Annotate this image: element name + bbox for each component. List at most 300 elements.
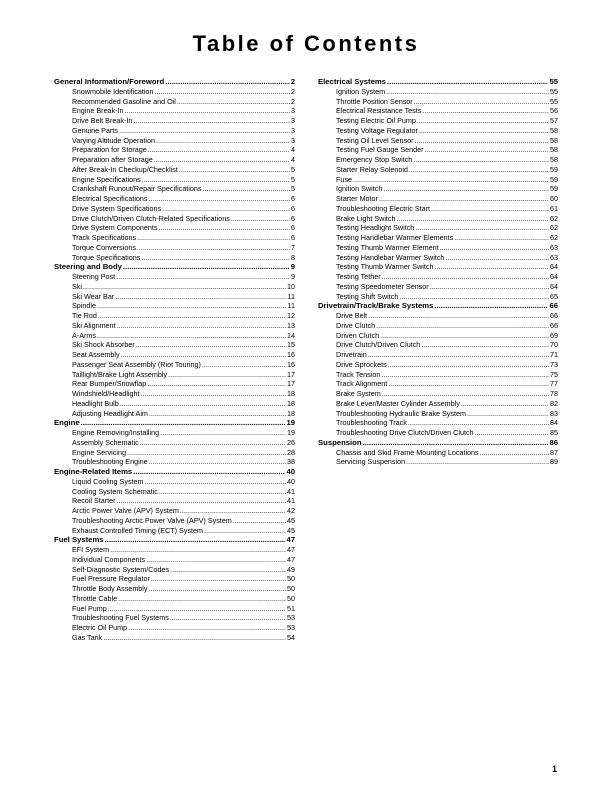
toc-entry-title: Adjusting Headlight Aim xyxy=(72,408,148,418)
toc-entry-page: 16 xyxy=(287,359,295,369)
toc-entry[interactable] xyxy=(318,428,558,438)
toc-entry[interactable] xyxy=(54,428,295,438)
toc-entry[interactable] xyxy=(318,360,558,370)
toc-entry[interactable] xyxy=(54,116,295,126)
toc-entry[interactable] xyxy=(318,223,558,233)
toc-entry[interactable] xyxy=(54,106,295,116)
toc-entry[interactable] xyxy=(54,613,295,623)
toc-entry-title: Testing Handlebar Warmer Elements xyxy=(336,233,454,242)
toc-entry-page: 12 xyxy=(287,311,295,320)
toc-section-entry[interactable] xyxy=(54,467,295,477)
toc-entry[interactable] xyxy=(54,594,295,604)
toc-entry[interactable] xyxy=(318,311,558,321)
toc-entry[interactable] xyxy=(318,87,558,97)
toc-dot-leader xyxy=(467,409,549,419)
toc-dot-leader xyxy=(381,370,549,380)
toc-entry-page: 63 xyxy=(550,252,558,262)
toc-dot-leader xyxy=(413,155,549,165)
toc-entry-page: 70 xyxy=(550,340,558,350)
toc-entry[interactable] xyxy=(54,555,295,565)
toc-entry[interactable] xyxy=(54,87,295,97)
toc-entry[interactable] xyxy=(318,321,558,331)
toc-entry[interactable] xyxy=(54,350,295,360)
toc-entry-page: 9 xyxy=(290,262,295,272)
toc-entry-page: 5 xyxy=(291,174,295,184)
toc-entry-page: 59 xyxy=(550,184,558,194)
toc-dot-leader xyxy=(382,272,549,282)
toc-entry-page: 6 xyxy=(291,203,295,213)
toc-entry-title: Troubleshooting Track xyxy=(336,418,407,428)
toc-entry-title: Ignition System xyxy=(336,86,386,96)
toc-entry[interactable] xyxy=(54,604,295,614)
toc-dot-leader xyxy=(97,331,286,341)
toc-entry[interactable] xyxy=(54,496,295,506)
toc-entry-page: 4 xyxy=(291,145,295,155)
page-number: 1 xyxy=(551,764,557,774)
toc-dot-leader xyxy=(168,370,286,380)
toc-entry[interactable] xyxy=(54,565,295,575)
toc-entry-page: 17 xyxy=(287,379,295,389)
toc-entry[interactable] xyxy=(318,126,558,136)
toc-entry-page: 17 xyxy=(287,369,295,379)
toc-entry-title: Throttle Body Assembly xyxy=(72,584,148,593)
toc-entry-page: 86 xyxy=(549,437,558,447)
toc-entry-title: Drive Clutch/Driven Clutch xyxy=(336,340,421,350)
toc-entry-page: 40 xyxy=(287,476,295,486)
toc-section-entry[interactable] xyxy=(318,301,558,311)
toc-entry-page: 19 xyxy=(287,428,295,437)
toc-entry-title: Suspension xyxy=(318,437,362,447)
toc-entry[interactable] xyxy=(54,233,295,243)
toc-entry-title: Snowmobile Identification xyxy=(72,86,154,96)
toc-dot-leader xyxy=(103,633,286,643)
toc-entry-page: 11 xyxy=(287,301,295,311)
toc-entry[interactable] xyxy=(54,136,295,146)
toc-entry[interactable] xyxy=(54,526,295,536)
toc-entry-page: 19 xyxy=(286,418,295,428)
toc-entry-page: 62 xyxy=(550,223,558,233)
toc-dot-leader xyxy=(105,535,286,545)
toc-entry[interactable] xyxy=(54,438,295,448)
toc-entry-title: Exhaust Controlled Timing (ECT) System xyxy=(72,525,204,535)
toc-dot-leader xyxy=(233,516,286,526)
toc-dot-leader xyxy=(121,350,286,360)
toc-entry[interactable] xyxy=(318,350,558,360)
toc-dot-leader xyxy=(81,418,286,428)
toc-entry[interactable] xyxy=(54,506,295,516)
toc-dot-leader xyxy=(202,184,290,194)
toc-entry-title: Track Tension xyxy=(336,369,381,379)
toc-dot-leader xyxy=(475,428,549,438)
toc-entry-page: 75 xyxy=(550,369,558,379)
toc-dot-leader xyxy=(141,389,286,399)
toc-entry-title: Troubleshooting Arctic Power Valve (APV) System xyxy=(72,515,232,525)
toc-entry-page: 47 xyxy=(286,535,295,545)
toc-entry-page: 40 xyxy=(286,467,295,476)
toc-entry-title: Engine Break-In xyxy=(72,106,124,116)
toc-section-entry[interactable] xyxy=(54,535,295,545)
toc-entry[interactable] xyxy=(54,360,295,370)
toc-dot-leader xyxy=(353,175,549,185)
toc-dot-leader xyxy=(204,526,286,536)
toc-dot-leader xyxy=(149,457,286,467)
toc-entry-page: 54 xyxy=(287,632,295,642)
toc-entry[interactable] xyxy=(54,223,295,233)
toc-entry-page: 4 xyxy=(291,155,295,164)
toc-entry[interactable] xyxy=(54,340,295,350)
toc-dot-leader xyxy=(368,311,549,321)
toc-entry-page: 59 xyxy=(550,174,558,184)
toc-dot-leader xyxy=(133,116,290,126)
toc-entry[interactable] xyxy=(318,370,558,380)
toc-dot-leader xyxy=(231,214,290,224)
toc-dot-leader xyxy=(149,194,290,204)
toc-entry-page: 64 xyxy=(550,281,558,291)
toc-entry[interactable] xyxy=(318,409,558,419)
toc-entry-title: Ski Shock Absorber xyxy=(72,340,135,350)
toc-entry-page: 42 xyxy=(287,506,295,515)
toc-dot-leader xyxy=(180,506,286,516)
toc-entry-page: 84 xyxy=(550,418,558,428)
toc-entry[interactable] xyxy=(54,165,295,175)
toc-entry-title: Track Specifications xyxy=(72,233,137,242)
toc-entry-page: 38 xyxy=(287,457,295,467)
toc-entry-page: 66 xyxy=(550,311,558,320)
toc-dot-leader xyxy=(117,496,286,506)
toc-entry[interactable] xyxy=(54,516,295,526)
toc-entry-page: 6 xyxy=(291,213,295,223)
toc-entry-page: 64 xyxy=(550,262,558,272)
toc-entry-title: Arctic Power Valve (APV) System xyxy=(72,506,179,515)
toc-entry[interactable] xyxy=(318,233,558,243)
toc-entry[interactable] xyxy=(318,448,558,458)
toc-entry-page: 51 xyxy=(287,603,295,613)
toc-entry-title: Electrical Systems xyxy=(318,77,386,86)
toc-entry[interactable] xyxy=(54,370,295,380)
toc-entry[interactable] xyxy=(318,272,558,282)
toc-section-entry[interactable] xyxy=(318,438,558,448)
toc-entry-page: 55 xyxy=(549,77,558,86)
toc-section-entry[interactable] xyxy=(54,262,295,272)
toc-entry-title: Drive Belt xyxy=(336,311,368,320)
toc-entry-page: 13 xyxy=(287,320,295,330)
toc-dot-leader xyxy=(177,97,290,107)
toc-entry[interactable] xyxy=(318,292,558,302)
toc-entry[interactable] xyxy=(54,321,295,331)
toc-section-entry[interactable] xyxy=(54,418,295,428)
toc-entry-title: Testing Shift Switch xyxy=(336,291,399,301)
toc-dot-leader xyxy=(125,106,290,116)
toc-entry-title: Preparation after Storage xyxy=(72,155,153,164)
toc-entry-title: Engine-Related Items xyxy=(54,467,133,476)
toc-dot-leader xyxy=(363,438,549,448)
toc-entry-title: EFI System xyxy=(72,545,110,554)
toc-entry-title: Engine Specifications xyxy=(72,174,141,184)
toc-entry-title: Spindle xyxy=(72,301,96,311)
toc-dot-leader xyxy=(156,136,290,146)
toc-entry-title: Torque Conversions xyxy=(72,242,136,252)
toc-dot-leader xyxy=(419,126,549,136)
toc-entry[interactable] xyxy=(318,282,558,292)
toc-entry[interactable] xyxy=(318,457,558,467)
toc-entry[interactable] xyxy=(318,136,558,146)
toc-entry-page: 5 xyxy=(291,184,295,194)
toc-entry-title: Varying Altitude Operation xyxy=(72,135,155,145)
toc-dot-leader xyxy=(141,253,290,263)
toc-entry-page: 3 xyxy=(291,116,295,125)
toc-entry-title: A-Arms xyxy=(72,330,96,340)
toc-entry[interactable] xyxy=(54,272,295,282)
toc-entry-title: Preparation for Storage xyxy=(72,145,147,155)
toc-entry-page: 45 xyxy=(287,525,295,535)
toc-entry-page: 18 xyxy=(287,389,295,398)
toc-entry-page: 65 xyxy=(550,291,558,301)
toc-dot-leader xyxy=(414,97,549,107)
toc-entry-title: Starter Motor xyxy=(336,194,378,203)
toc-entry-page: 2 xyxy=(291,86,295,96)
toc-entry-page: 69 xyxy=(550,330,558,340)
toc-entry-page: 41 xyxy=(287,486,295,496)
toc-entry-page: 77 xyxy=(550,379,558,389)
toc-left-column xyxy=(54,77,295,643)
toc-entry-page: 71 xyxy=(550,350,558,359)
toc-entry[interactable] xyxy=(318,379,558,389)
toc-dot-leader xyxy=(119,126,290,136)
toc-entry-page: 8 xyxy=(291,252,295,262)
toc-entry[interactable] xyxy=(54,389,295,399)
toc-entry-page: 3 xyxy=(291,135,295,145)
toc-entry-title: Testing Fuel Gauge Sender xyxy=(336,145,424,155)
toc-entry-page: 45 xyxy=(287,515,295,525)
toc-entry-page: 89 xyxy=(550,457,558,467)
toc-dot-leader xyxy=(397,214,549,224)
toc-dot-leader xyxy=(147,379,286,389)
toc-dot-leader xyxy=(123,262,290,272)
toc-entry-title: Track Alignment xyxy=(336,379,388,389)
toc-entry-title: Drive System Specifications xyxy=(72,203,162,213)
toc-dot-leader xyxy=(83,282,286,292)
toc-entry[interactable] xyxy=(54,243,295,253)
toc-entry-title: Ski Alignment xyxy=(72,320,116,330)
toc-dot-leader xyxy=(148,145,290,155)
toc-entry-title: Brake Lever/Master Cylinder Assembly xyxy=(336,398,460,408)
toc-entry-page: 16 xyxy=(287,350,295,359)
toc-entry-page: 7 xyxy=(291,242,295,252)
toc-dot-leader xyxy=(159,487,286,497)
toc-dot-leader xyxy=(409,165,549,175)
toc-entry[interactable] xyxy=(54,633,295,643)
toc-entry-page: 66 xyxy=(549,301,558,311)
toc-entry[interactable] xyxy=(54,379,295,389)
toc-entry-title: Fuel Pump xyxy=(72,603,107,613)
toc-entry[interactable] xyxy=(54,155,295,165)
toc-dot-leader xyxy=(399,292,549,302)
toc-entry-title: Recoil Starter xyxy=(72,496,116,506)
toc-entry-page: 50 xyxy=(287,584,295,593)
toc-dot-leader xyxy=(117,321,286,331)
toc-entry-title: Steering Post xyxy=(72,272,116,281)
toc-entry[interactable] xyxy=(54,448,295,458)
toc-entry[interactable] xyxy=(318,155,558,165)
toc-entry[interactable] xyxy=(54,97,295,107)
toc-entry-title: Troubleshooting Hydraulic Brake System xyxy=(336,408,466,418)
toc-dot-leader xyxy=(137,233,290,243)
toc-dot-leader xyxy=(179,165,290,175)
toc-section-entry[interactable] xyxy=(54,77,295,87)
toc-dot-leader xyxy=(445,253,549,263)
toc-entry-title: Testing Voltage Regulator xyxy=(336,125,418,135)
toc-dot-leader xyxy=(162,204,290,214)
toc-dot-leader xyxy=(149,584,287,594)
toc-entry-page: 58 xyxy=(550,125,558,135)
toc-entry-title: Electrical Specifications xyxy=(72,194,148,203)
toc-entry-title: Rear Bumper/Snowflap xyxy=(72,379,147,389)
toc-entry[interactable] xyxy=(54,194,295,204)
toc-entry-page: 61 xyxy=(550,203,558,213)
toc-entry[interactable] xyxy=(318,214,558,224)
toc-entry[interactable] xyxy=(318,194,558,204)
toc-entry-title: Steering and Body xyxy=(54,262,122,272)
toc-dot-leader xyxy=(151,574,286,584)
toc-entry[interactable] xyxy=(318,204,558,214)
toc-entry[interactable] xyxy=(54,204,295,214)
toc-entry[interactable] xyxy=(54,331,295,341)
toc-dot-leader xyxy=(440,243,549,253)
toc-entry-page: 10 xyxy=(287,281,295,291)
toc-entry[interactable] xyxy=(54,253,295,263)
toc-entry-title: Fuse xyxy=(336,174,352,184)
toc-entry[interactable] xyxy=(54,457,295,467)
toc-dot-leader xyxy=(118,594,286,604)
toc-entry[interactable] xyxy=(54,311,295,321)
toc-entry-title: Testing Headlight Switch xyxy=(336,223,415,233)
toc-entry[interactable] xyxy=(318,145,558,155)
toc-entry[interactable] xyxy=(318,175,558,185)
toc-entry-title: Genuine Parts xyxy=(72,125,118,135)
toc-entry[interactable] xyxy=(318,399,558,409)
toc-dot-leader xyxy=(387,77,548,87)
toc-dot-leader xyxy=(202,360,286,370)
toc-entry[interactable] xyxy=(318,184,558,194)
toc-entry-page: 47 xyxy=(287,554,295,564)
toc-entry-title: Electric Oil Pump xyxy=(72,623,128,632)
toc-entry-title: Drivetrain/Track/Brake Systems xyxy=(318,301,434,311)
toc-entry-title: Ski xyxy=(72,281,82,291)
toc-dot-leader xyxy=(383,184,549,194)
toc-entry-title: Emergency Stop Switch xyxy=(336,155,413,164)
toc-entry[interactable] xyxy=(318,165,558,175)
toc-entry-title: Electrical Resistance Tests xyxy=(336,106,422,116)
toc-entry-page: 6 xyxy=(291,233,295,242)
toc-dot-leader xyxy=(406,457,549,467)
toc-entry[interactable] xyxy=(318,116,558,126)
toc-dot-leader xyxy=(388,360,549,370)
toc-entry[interactable] xyxy=(54,184,295,194)
toc-dot-leader xyxy=(140,438,286,448)
toc-entry-title: Starter Relay Solenoid xyxy=(336,164,408,174)
toc-entry-title: Taillight/Brake Light Assembly xyxy=(72,369,168,379)
toc-entry-title: Fuel Systems xyxy=(54,535,104,545)
toc-entry-page: 82 xyxy=(550,398,558,408)
toc-entry[interactable] xyxy=(54,409,295,419)
toc-dot-leader xyxy=(431,204,549,214)
toc-entry[interactable] xyxy=(54,301,295,311)
toc-entry-page: 66 xyxy=(550,320,558,330)
toc-entry-title: Ski Wear Bar xyxy=(72,291,115,301)
toc-entry[interactable] xyxy=(54,584,295,594)
toc-entry[interactable] xyxy=(54,175,295,185)
toc-entry-page: 73 xyxy=(550,359,558,369)
toc-entry-page: 50 xyxy=(287,593,295,603)
toc-dot-leader xyxy=(454,233,549,243)
toc-entry[interactable] xyxy=(318,340,558,350)
toc-section-entry[interactable] xyxy=(318,77,558,87)
toc-entry-title: Drive Sprockets xyxy=(336,359,387,369)
toc-entry-title: Gas Tank xyxy=(72,632,103,642)
toc-entry-page: 78 xyxy=(550,389,558,398)
toc-dot-leader xyxy=(421,340,549,350)
toc-dot-leader xyxy=(408,418,549,428)
toc-entry-title: Individual Components xyxy=(72,554,146,564)
toc-dot-leader xyxy=(434,301,548,311)
toc-entry[interactable] xyxy=(54,292,295,302)
toc-dot-leader xyxy=(128,623,286,633)
toc-entry[interactable] xyxy=(318,262,558,272)
toc-dot-leader xyxy=(368,350,549,360)
toc-entry[interactable] xyxy=(54,477,295,487)
toc-entry[interactable] xyxy=(54,487,295,497)
toc-dot-leader xyxy=(425,145,549,155)
toc-dot-leader xyxy=(430,282,549,292)
toc-entry-page: 18 xyxy=(287,398,295,408)
toc-dot-leader xyxy=(382,389,549,399)
toc-entry-title: Testing Oil Level Sensor xyxy=(336,135,414,145)
toc-entry[interactable] xyxy=(318,243,558,253)
toc-entry-page: 5 xyxy=(291,164,295,174)
toc-dot-leader xyxy=(154,155,290,165)
toc-dot-leader xyxy=(158,223,290,233)
toc-entry[interactable] xyxy=(318,97,558,107)
toc-entry[interactable] xyxy=(318,418,558,428)
toc-entry-page: 62 xyxy=(550,233,558,242)
toc-entry-page: 87 xyxy=(550,447,558,457)
toc-entry-title: Liquid Cooling System xyxy=(72,476,144,486)
toc-dot-leader xyxy=(170,613,286,623)
toc-dot-leader xyxy=(461,399,549,409)
toc-entry-page: 60 xyxy=(550,194,558,203)
toc-dot-leader xyxy=(388,379,549,389)
toc-entry-title: Troubleshooting Electric Start xyxy=(336,203,431,213)
toc-entry[interactable] xyxy=(318,331,558,341)
toc-entry[interactable] xyxy=(54,623,295,633)
toc-entry[interactable] xyxy=(54,399,295,409)
toc-dot-leader xyxy=(165,77,290,87)
toc-dot-leader xyxy=(115,292,286,302)
toc-entry[interactable] xyxy=(54,126,295,136)
toc-entry[interactable] xyxy=(54,145,295,155)
toc-dot-leader xyxy=(145,477,286,487)
toc-entry-title: Torque Specifications xyxy=(72,252,141,262)
toc-entry[interactable] xyxy=(54,214,295,224)
toc-entry[interactable] xyxy=(318,253,558,263)
toc-entry[interactable] xyxy=(318,106,558,116)
toc-entry[interactable] xyxy=(54,282,295,292)
toc-entry-page: 58 xyxy=(550,145,558,155)
toc-entry[interactable] xyxy=(318,389,558,399)
toc-entry-page: 55 xyxy=(550,96,558,106)
toc-entry[interactable] xyxy=(54,574,295,584)
toc-entry[interactable] xyxy=(54,545,295,555)
